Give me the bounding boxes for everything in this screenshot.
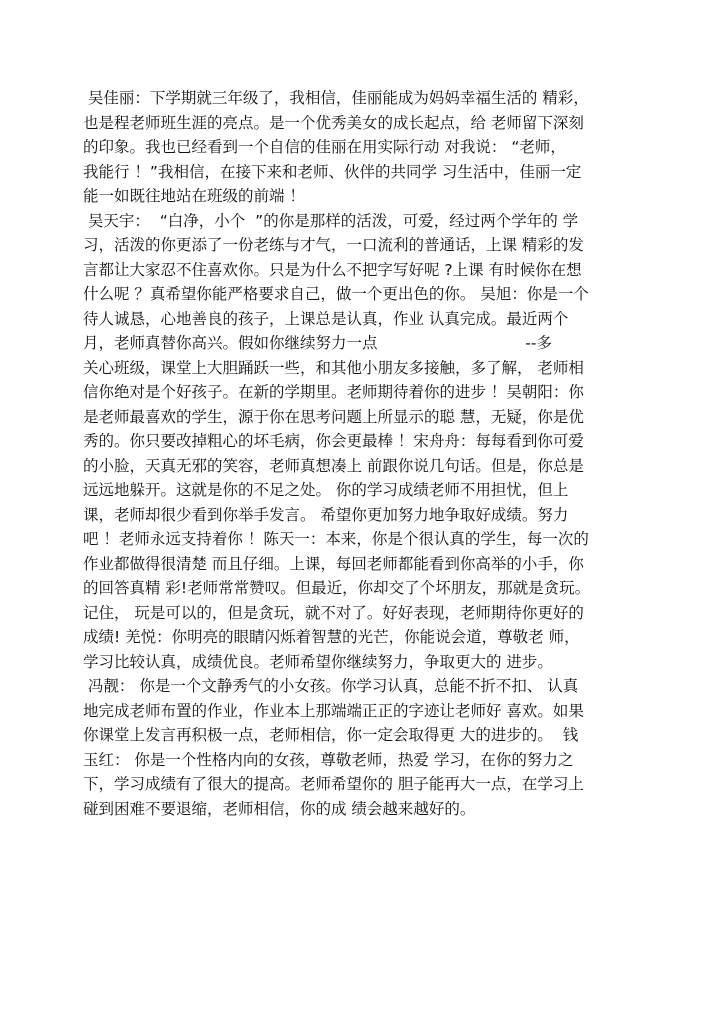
- text-line: 的回答真精 彩!老师常常赞叹。但最近，你却交了个坏朋友，那就是贪玩。: [83, 579, 591, 597]
- text-line: 玉红： 你是一个性格内向的女孩，尊敬老师，热爱 学习，在你的努力之: [83, 750, 574, 769]
- text-line: 碰到困难不要退缩，老师相信，你的成 绩会越来越好的。: [83, 799, 476, 818]
- text-line: 我能行 ！”我相信，在接下来和老师、伙伴的共同学 习生活中，佳丽一定: [83, 162, 582, 181]
- text-line: 的小脸，天真无邪的笑容，老师真想凑上 前跟你说几句话。但是，你总是: [83, 456, 584, 475]
- teacher-comments-text: [83, 86, 643, 821]
- text-line: 学习比较认真，成绩优良。老师希望你继续努力，争取更大的 进步。: [83, 652, 553, 671]
- text-line: 下，学习成绩有了很大的提高。老师希望你的 胆子能再大一点，在学习上: [83, 775, 584, 793]
- text-line: 成绩! 羌悦：你明亮的眼睛闪烁着智慧的光芒，你能说会道，尊敬老 师，: [83, 628, 580, 646]
- text-line: 习，活泼的你更添了一份老练与才气，一口流利的普通话，上课 精彩的发: [83, 236, 584, 254]
- text-line: 信你绝对是个好孩子。在新的学期里。老师期待着你的进步 ！吴朝阳：你: [83, 383, 584, 401]
- text-line: 作业都做得很清楚 而且仔细。上课，每回老师都能看到你高举的小手，你: [83, 554, 584, 573]
- text-line: 记住， 玩是可以的，但是贪玩，就不对了。好好表现，老师期待你更好的: [83, 603, 584, 622]
- text-line: 关心班级，课堂上大胆踊跃一些，和其他小朋友多接触，多了解， 老师相: [83, 358, 584, 377]
- text-line: 远远地躲开。这就是你的不足之处。 你的学习成绩老师不用担忧，但上: [83, 481, 569, 499]
- text-line: 月，老师真替你高兴。假如你继续努力一点 --多: [83, 334, 552, 352]
- text-line: 待人诚恳，心地善良的孩子，上课总是认真，作业 认真完成。最近两个: [83, 309, 569, 328]
- text-line: 吴佳丽：下学期就三年级了，我相信，佳丽能成为妈妈幸福生活的 精彩，: [83, 89, 589, 107]
- text-line: 吴天宇： “白净，小个 ”的你是那样的活泼，可爱，经过两个学年的 学: [83, 211, 579, 230]
- text-line: 地完成老师布置的作业，作业本上那端端正正的字迹让老师好 喜欢。如果: [83, 701, 584, 720]
- text-line: 是老师最喜欢的学生，源于你在思考问题上所显示的聪 慧，无疑，你是优: [83, 407, 584, 426]
- text-line: 的印象。我也已经看到一个自信的佳丽在用实际行动 对我说： “老师，: [83, 138, 566, 156]
- text-line: 言都让大家忍不住喜欢你。只是为什么不把字写好呢 ?上课 有时候你在想: [83, 260, 582, 279]
- text-line: 你课堂上发言再积极一点，老师相信，你一定会取得更 大的进步的。 钱: [83, 726, 579, 744]
- text-line: 吧 ！老师永远支持着你 ！陈天一：本来，你是个很认真的学生，每一次的: [83, 530, 589, 548]
- text-line: 也是程老师班生涯的亮点。是一个优秀美女的成长起点，给 老师留下深刻: [83, 113, 584, 132]
- text-line: 冯靓： 你是一个文静秀气的小女孩。你学习认真，总能不折不扣、 认真: [83, 677, 579, 695]
- text-line: 什么呢 ？真希望你能严格要求自己，做一个更出色的你。 吴旭：你是一个: [83, 285, 589, 303]
- text-line: 能一如既往地站在班级的前端 ！: [83, 187, 305, 205]
- text-line: 秀的。你只要改掉粗心的坏毛病，你会更最棒 ！宋舟舟：每每看到你可爱: [83, 432, 584, 450]
- text-line: 课，老师却很少看到你举手发言。 希望你更加努力地争取好成绩。努力: [83, 505, 569, 524]
